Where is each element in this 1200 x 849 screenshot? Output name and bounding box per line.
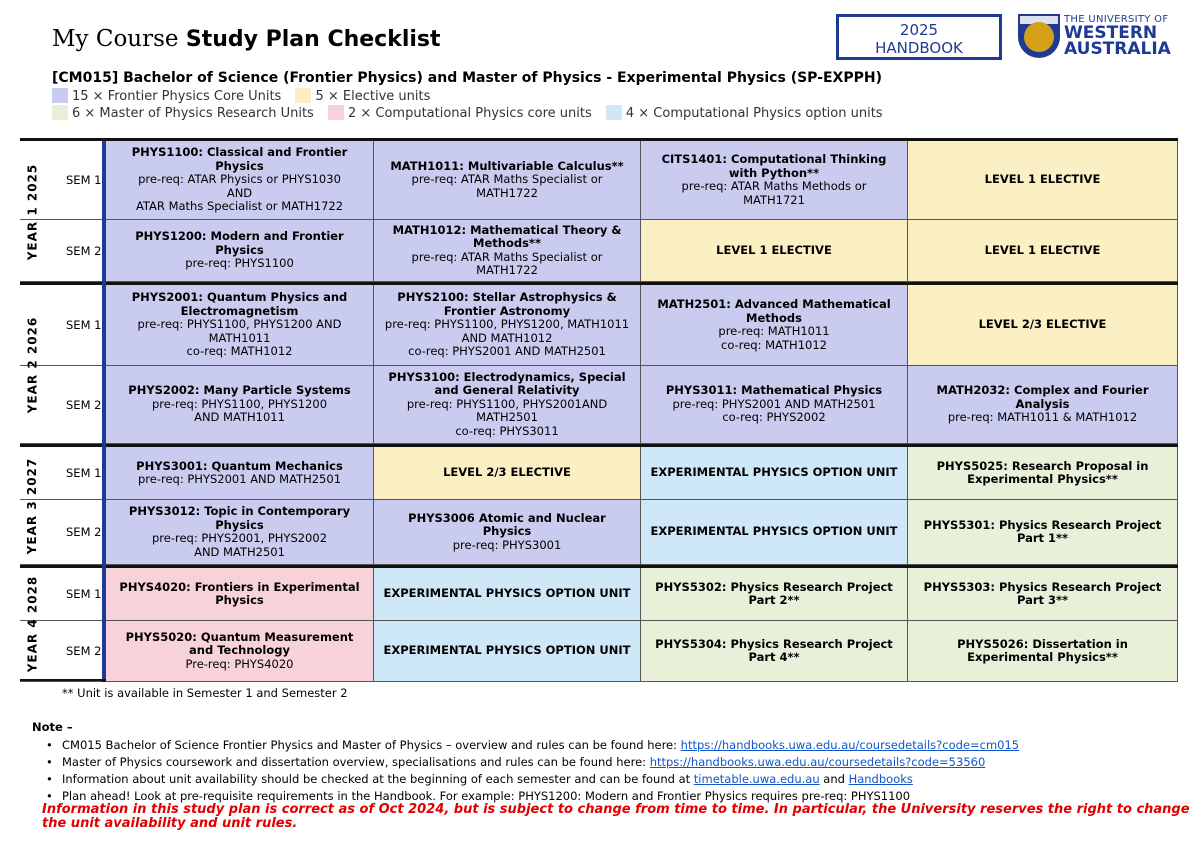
unit-requisite: co-req: MATH1012 bbox=[721, 337, 827, 352]
unit-code: PHYS3006 Atomic and Nuclear Physics bbox=[408, 510, 606, 539]
unit-cell-y2s2-3 bbox=[641, 366, 908, 444]
unit-requisite: pre-req: ATAR Maths Specialist or MATH1722 bbox=[411, 172, 603, 200]
unit-code: EXPERIMENTAL PHYSICS OPTION UNIT bbox=[383, 643, 631, 658]
unit-cell-y1s2-2 bbox=[374, 220, 641, 282]
semester-label: SEM 2 bbox=[20, 220, 102, 282]
legend-elective: 5 × Elective units bbox=[295, 89, 430, 104]
course-title: [CM015] Bachelor of Science (Frontier Physics) and Master of Physics - Experimental Physics (SP-EXPPH) bbox=[52, 70, 882, 86]
unit-code: LEVEL 1 ELECTIVE bbox=[716, 242, 832, 257]
footnote: ** Unit is available in Semester 1 and Semester 2 bbox=[62, 686, 348, 700]
unit-cell-y1s2-3 bbox=[641, 220, 908, 282]
unit-code: MATH2032: Complex and Fourier Analysis bbox=[936, 383, 1149, 411]
unit-code: PHYS5025: Research Proposal in Experimental Physics** bbox=[936, 458, 1149, 486]
unit-requisite: AND MATH1011 bbox=[194, 410, 285, 425]
unit-requisite: co-req: MATH1012 bbox=[186, 344, 293, 359]
unit-cell-y4s2-2 bbox=[374, 621, 641, 682]
unit-requisite: pre-req: ATAR Physics or PHYS1030 bbox=[138, 172, 341, 187]
unit-cell-y4s1-1 bbox=[106, 568, 374, 621]
unit-code: MATH2501: Advanced Mathematical Methods bbox=[657, 297, 891, 325]
unit-cell-y1s1-2 bbox=[374, 141, 641, 220]
unit-cell-y2s2-2 bbox=[374, 366, 641, 444]
semester-label: SEM 1 bbox=[20, 141, 102, 220]
unit-requisite: pre-req: ATAR Maths Specialist or MATH1722 bbox=[411, 249, 603, 277]
unit-requisite: pre-req: MATH1011 & MATH1012 bbox=[947, 410, 1138, 425]
handbook-year: 2025 bbox=[899, 21, 939, 39]
unit-code: PHYS3011: Mathematical Physics bbox=[665, 383, 883, 398]
unit-cell-y3s1-2 bbox=[374, 447, 641, 500]
unit-code: PHYS5303: Physics Research Project Part 3** bbox=[923, 579, 1162, 607]
legend-row-2 bbox=[52, 105, 893, 121]
unit-cell-y4s1-3 bbox=[641, 568, 908, 621]
note-item: • CM015 Bachelor of Science Frontier Physics and Master of Physics – overview and rules can be found here: https://handbooks.uwa.edu.au/coursedetails?code=cm015 bbox=[46, 738, 1020, 752]
unit-cell-y3s2-1 bbox=[106, 500, 374, 565]
unit-code: PHYS3012: Topic in Contemporary Physics bbox=[128, 504, 351, 532]
unit-cell-y1s1-4 bbox=[908, 141, 1178, 220]
year-label: YEAR 3 2027 bbox=[25, 457, 39, 555]
unit-requisite: pre-req: PHYS1100, PHYS1200, MATH1011 AND MATH1012 bbox=[384, 317, 630, 345]
year-label: YEAR 4 2028 bbox=[25, 575, 39, 672]
note-item: • Information about unit availability should be checked at the beginning of each semester and can be found at timetable.uwa.edu.au and Handbooks bbox=[46, 772, 913, 786]
unit-code: EXPERIMENTAL PHYSICS OPTION UNIT bbox=[650, 524, 898, 539]
note-item: • Master of Physics coursework and dissertation overview, specialisations and rules can be found here: https://handbooks.uwa.edu.au/coursedetails?code=53560 bbox=[46, 755, 986, 769]
timetable-link[interactable]: timetable.uwa.edu.au bbox=[693, 772, 820, 786]
unit-cell-y1s2-4 bbox=[908, 220, 1178, 282]
legend-comp-core: 2 × Computational Physics core units bbox=[328, 106, 592, 121]
unit-code: PHYS3100: Electrodynamics, Special and General Relativity bbox=[388, 369, 626, 398]
unit-code: EXPERIMENTAL PHYSICS OPTION UNIT bbox=[650, 465, 898, 480]
unit-code: LEVEL 2/3 ELECTIVE bbox=[443, 465, 571, 480]
semester-label: SEM 1 bbox=[20, 285, 102, 366]
unit-cell-y1s1-1 bbox=[106, 141, 374, 220]
semester-label: SEM 1 bbox=[20, 447, 102, 500]
unit-cell-y4s2-4 bbox=[908, 621, 1178, 682]
unit-code: PHYS2001: Quantum Physics and Electromagnetism bbox=[131, 290, 348, 318]
unit-requisite: pre-req: PHYS3001 bbox=[452, 537, 562, 552]
unit-requisite: ATAR Maths Specialist or MATH1722 bbox=[135, 199, 344, 214]
unit-cell-y3s1-3 bbox=[641, 447, 908, 500]
semester-label: SEM 1 bbox=[20, 568, 102, 621]
unit-requisite: pre-req: PHYS2001 AND MATH2501 bbox=[672, 396, 876, 411]
crest-icon bbox=[1018, 14, 1060, 58]
unit-code: PHYS1100: Classical and Frontier Physics bbox=[131, 145, 348, 173]
unit-code: PHYS2002: Many Particle Systems bbox=[128, 383, 351, 398]
unit-requisite: pre-req: MATH1011 bbox=[718, 324, 830, 338]
unit-code: PHYS5304: Physics Research Project Part 4** bbox=[655, 636, 893, 664]
unit-code: PHYS2100: Stellar Astrophysics & Frontier Astronomy bbox=[397, 290, 617, 318]
handbook-badge[interactable] bbox=[836, 14, 1002, 60]
unit-requisite: pre-req: PHYS1100, PHYS1200 AND MATH1011 bbox=[137, 317, 342, 345]
unit-requisite: AND bbox=[226, 185, 253, 200]
unit-code: PHYS3001: Quantum Mechanics bbox=[136, 458, 343, 473]
unit-code: PHYS5301: Physics Research Project Part 1** bbox=[923, 517, 1162, 545]
unit-requisite: pre-req: PHYS2001 AND MATH2501 bbox=[137, 472, 342, 486]
unit-requisite: pre-req: ATAR Maths Methods or MATH1721 bbox=[681, 179, 867, 207]
unit-cell-y1s1-3 bbox=[641, 141, 908, 220]
unit-requisite: AND MATH2501 bbox=[194, 544, 285, 559]
legend-research: 6 × Master of Physics Research Units bbox=[52, 106, 314, 121]
unit-requisite: co-req: PHYS2001 AND MATH2501 bbox=[408, 344, 606, 359]
unit-code: MATH1012: Mathematical Theory & Methods** bbox=[392, 222, 622, 250]
unit-cell-y3s1-4 bbox=[908, 447, 1178, 500]
year-label: YEAR 2 2026 bbox=[25, 316, 39, 413]
unit-code: LEVEL 1 ELECTIVE bbox=[984, 172, 1101, 187]
unit-code: PHYS5020: Quantum Measurement and Technology bbox=[125, 629, 354, 658]
unit-code: CITS1401: Computational Thinking with Python** bbox=[661, 152, 887, 180]
handbook-label: HANDBOOK bbox=[875, 39, 963, 57]
unit-code: PHYS4020: Frontiers in Experimental Physics bbox=[119, 579, 360, 607]
semester-label: SEM 2 bbox=[20, 500, 102, 565]
unit-code: LEVEL 2/3 ELECTIVE bbox=[978, 317, 1107, 332]
unit-code: PHYS1200: Modern and Frontier Physics bbox=[135, 229, 344, 257]
handbook-link-53560[interactable]: https://handbooks.uwa.edu.au/coursedetails?code=53560 bbox=[649, 755, 986, 769]
unit-requisite: pre-req: PHYS1100 bbox=[185, 256, 294, 271]
unit-requisite: Pre-req: PHYS4020 bbox=[185, 656, 294, 671]
disclaimer: Information in this study plan is correct as of Oct 2024, but is subject to change from time to time. In particular, the University reserves the right to change the unit availability and unit rules. bbox=[42, 802, 1190, 831]
unit-requisite: co-req: PHYS3011 bbox=[455, 423, 559, 438]
note-item: • Plan ahead! Look at pre-requisite requirements in the Handbook. For example: PHYS1200: Modern and Frontier Physics requires pre-req: PHYS1100 bbox=[46, 789, 911, 803]
unit-cell-y2s2-1 bbox=[106, 366, 374, 444]
note-label: Note – bbox=[32, 720, 73, 734]
unit-cell-y2s2-4 bbox=[908, 366, 1178, 444]
handbooks-link[interactable]: Handbooks bbox=[848, 772, 913, 786]
unit-cell-y3s2-4 bbox=[908, 500, 1178, 565]
unit-cell-y3s2-3 bbox=[641, 500, 908, 565]
semester-label: SEM 2 bbox=[20, 621, 102, 682]
unit-cell-y4s1-2 bbox=[374, 568, 641, 621]
page-title: My Course Study Plan Checklist bbox=[52, 26, 441, 52]
unit-cell-y4s1-4 bbox=[908, 568, 1178, 621]
handbook-link-cm015[interactable]: https://handbooks.uwa.edu.au/coursedetails?code=cm015 bbox=[680, 738, 1020, 752]
unit-code: PHYS5302: Physics Research Project Part 2** bbox=[655, 579, 893, 607]
unit-code: EXPERIMENTAL PHYSICS OPTION UNIT bbox=[383, 586, 631, 601]
unit-cell-y3s1-1 bbox=[106, 447, 374, 500]
year-label: YEAR 1 2025 bbox=[25, 163, 39, 260]
legend-core: 15 × Frontier Physics Core Units bbox=[52, 89, 281, 104]
unit-cell-y2s1-1 bbox=[106, 285, 374, 366]
unit-code: MATH1011: Multivariable Calculus** bbox=[390, 158, 624, 173]
unit-requisite: pre-req: PHYS1100, PHYS1200 bbox=[151, 396, 328, 411]
unit-cell-y4s2-1 bbox=[106, 621, 374, 682]
legend-row-1 bbox=[52, 88, 440, 104]
unit-cell-y2s1-4 bbox=[908, 285, 1178, 366]
semester-label: SEM 2 bbox=[20, 366, 102, 444]
unit-code: PHYS5026: Dissertation in Experimental Physics** bbox=[957, 636, 1128, 664]
unit-requisite: pre-req: PHYS2001, PHYS2002 bbox=[151, 531, 328, 545]
unit-cell-y2s1-3 bbox=[641, 285, 908, 366]
study-plan-grid bbox=[20, 138, 1178, 682]
unit-code: LEVEL 1 ELECTIVE bbox=[984, 242, 1101, 257]
unit-requisite: co-req: PHYS2002 bbox=[722, 410, 826, 425]
unit-cell-y3s2-2 bbox=[374, 500, 641, 565]
university-logo: THE UNIVERSITY OF WESTERN AUSTRALIA bbox=[1018, 14, 1170, 60]
unit-cell-y2s1-2 bbox=[374, 285, 641, 366]
unit-cell-y4s2-3 bbox=[641, 621, 908, 682]
legend-comp-option: 4 × Computational Physics option units bbox=[606, 106, 883, 121]
unit-requisite: pre-req: PHYS1100, PHYS2001AND MATH2501 bbox=[406, 396, 608, 425]
unit-cell-y1s2-1 bbox=[106, 220, 374, 282]
